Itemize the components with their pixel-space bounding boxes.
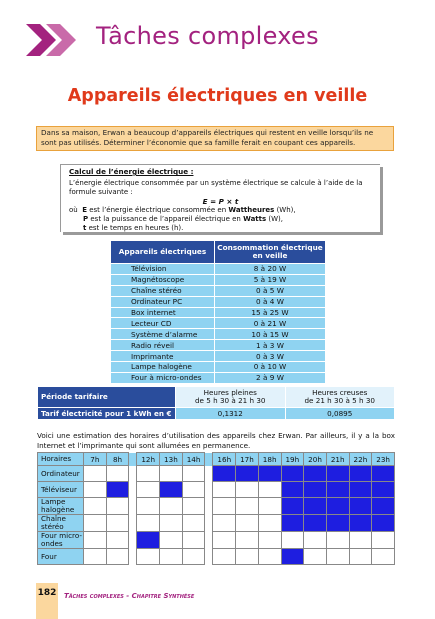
schedule-cell	[326, 515, 349, 532]
hour-header: 16h	[213, 453, 236, 466]
schedule-cell	[84, 498, 107, 515]
hour-header: 17h	[236, 453, 259, 466]
formula-legend-p: P est la puissance de l’appareil électrique en Watts (W),	[83, 214, 284, 223]
hour-header: 21h	[326, 453, 349, 466]
schedule-cell	[236, 515, 259, 532]
schedule-cell	[106, 482, 129, 498]
page-number: 182	[36, 583, 58, 619]
hour-gap	[205, 482, 213, 498]
schedule-cell	[349, 532, 372, 549]
schedule-cell	[213, 482, 236, 498]
schedule-cell	[236, 532, 259, 549]
schedule-cell	[349, 482, 372, 498]
schedule-cell	[182, 482, 205, 498]
appliance-consumption: 10 à 15 W	[215, 329, 326, 340]
appliance-name: Imprimante	[111, 351, 215, 362]
hour-header: 8h	[106, 453, 129, 466]
schedule-row	[38, 532, 395, 549]
appliance-name: Lecteur CD	[111, 318, 215, 329]
appliance-consumption: 15 à 25 W	[215, 307, 326, 318]
schedule-header-row	[38, 453, 395, 466]
schedule-cell	[182, 549, 205, 565]
appliance-name: Ordinateur PC	[111, 296, 215, 307]
appliance-consumption: 0 à 21 W	[215, 318, 326, 329]
energy-calculation-box	[60, 164, 380, 232]
schedule-cell	[304, 466, 327, 482]
schedule-cell	[281, 532, 304, 549]
schedule-cell	[372, 498, 395, 515]
schedule-cell	[281, 498, 304, 515]
table-row	[111, 318, 326, 329]
schedule-cell	[304, 532, 327, 549]
table-row	[111, 351, 326, 362]
hour-header: 7h	[84, 453, 107, 466]
appliance-consumption: 8 à 20 W	[215, 264, 326, 275]
schedule-row	[38, 482, 395, 498]
schedule-cell	[258, 498, 281, 515]
appliance-consumption: 0 à 3 W	[215, 351, 326, 362]
schedule-cell	[137, 549, 160, 565]
table-row	[111, 285, 326, 296]
period-label: Période tarifaire	[38, 387, 176, 408]
hour-header: 23h	[372, 453, 395, 466]
schedule-row-label: Téléviseur	[38, 482, 84, 498]
hour-gap	[205, 532, 213, 549]
appliance-consumption: 1 à 3 W	[215, 340, 326, 351]
hour-gap	[129, 532, 137, 549]
schedule-cell	[372, 466, 395, 482]
schedule-cell	[349, 549, 372, 565]
hour-gap	[205, 498, 213, 515]
schedule-cell	[304, 482, 327, 498]
schedule-cell	[213, 466, 236, 482]
hour-header: 13h	[160, 453, 183, 466]
tariff-table	[37, 386, 395, 420]
table-row	[111, 329, 326, 340]
calc-intro-line: L’énergie électrique consommée par un système électrique se calcule à l’aide de la formule suivante :	[69, 179, 363, 196]
schedule-cell	[326, 532, 349, 549]
schedule-cell	[160, 549, 183, 565]
table-row	[111, 264, 326, 275]
hour-header: 19h	[281, 453, 304, 466]
schedule-cell	[106, 532, 129, 549]
schedule-cell	[106, 498, 129, 515]
hour-header: 22h	[349, 453, 372, 466]
appliances-table	[110, 240, 326, 384]
schedule-cell	[182, 498, 205, 515]
table-row	[111, 307, 326, 318]
schedule-cell	[372, 549, 395, 565]
appliance-name: Lampe halogène	[111, 362, 215, 373]
schedule-cell	[326, 549, 349, 565]
schedule-cell	[236, 498, 259, 515]
appliance-name: Four à micro-ondes	[111, 372, 215, 383]
hour-header: 20h	[304, 453, 327, 466]
appliance-consumption: 0 à 4 W	[215, 296, 326, 307]
schedule-cell	[258, 482, 281, 498]
hour-gap	[129, 515, 137, 532]
appliance-name: Box internet	[111, 307, 215, 318]
schedule-cell	[137, 515, 160, 532]
schedule-row-label: Chaîne stéréo	[38, 515, 84, 532]
footer-text: Tâches complexes - Chapitre Synthèse	[64, 592, 195, 600]
schedule-description: Voici une estimation des horaires d’utilisation des appareils chez Erwan. Par ailleurs, il y a la box Internet et l’imprimante qui sont allumées en permanence.	[37, 431, 395, 450]
table-row	[111, 274, 326, 285]
schedule-cell	[213, 515, 236, 532]
schedule-cell	[106, 515, 129, 532]
schedule-cell	[213, 549, 236, 565]
schedule-cell	[349, 466, 372, 482]
formula-legend-e: où E est l’énergie électrique consommée en Wattheures (Wh),	[69, 206, 296, 214]
hour-gap	[129, 498, 137, 515]
appliance-consumption: 0 à 5 W	[215, 285, 326, 296]
appliance-name: Chaîne stéréo	[111, 285, 215, 296]
schedule-cell	[281, 466, 304, 482]
schedule-corner: Horaires	[38, 453, 84, 466]
hour-gap	[129, 482, 137, 498]
schedule-cell	[160, 466, 183, 482]
hour-header: 12h	[137, 453, 160, 466]
schedule-cell	[84, 515, 107, 532]
schedule-cell	[304, 515, 327, 532]
schedule-cell	[258, 549, 281, 565]
schedule-cell	[372, 482, 395, 498]
schedule-cell	[372, 515, 395, 532]
hour-gap	[129, 466, 137, 482]
schedule-cell	[326, 498, 349, 515]
schedule-row-label: Ordinateur	[38, 466, 84, 482]
schedule-row	[38, 515, 395, 532]
schedule-cell	[236, 466, 259, 482]
offpeak-price: 0,0895	[285, 408, 395, 420]
schedule-cell	[326, 482, 349, 498]
schedule-cell	[281, 549, 304, 565]
hour-gap	[205, 466, 213, 482]
schedule-cell	[213, 498, 236, 515]
intro-box: Dans sa maison, Erwan a beaucoup d’appareils électriques qui restent en veille lorsqu’ils ne sont pas utilisés. Déterminer l’économie que sa famille ferait en coupant ces appareils.	[36, 126, 394, 151]
appliance-name: Magnétoscope	[111, 274, 215, 285]
appliance-consumption: 0 à 10 W	[215, 362, 326, 373]
table-row	[111, 340, 326, 351]
schedule-cell	[281, 515, 304, 532]
schedule-cell	[160, 515, 183, 532]
schedule-cell	[84, 549, 107, 565]
formula-legend-t: t est le temps en heures (h).	[83, 223, 184, 232]
schedule-cell	[236, 482, 259, 498]
schedule-cell	[349, 498, 372, 515]
table-row	[111, 372, 326, 383]
appliances-col-header: Appareils électriques	[111, 241, 215, 264]
hour-gap	[205, 515, 213, 532]
hour-gap	[205, 549, 213, 565]
hour-gap	[129, 549, 137, 565]
schedule-cell	[304, 498, 327, 515]
schedule-cell	[349, 515, 372, 532]
schedule-cell	[137, 532, 160, 549]
schedule-row	[38, 498, 395, 515]
schedule-cell	[160, 498, 183, 515]
peak-price: 0,1312	[176, 408, 286, 420]
schedule-row-label: Lampe halogène	[38, 498, 84, 515]
hour-gap	[205, 453, 213, 466]
schedule-cell	[281, 482, 304, 498]
schedule-cell	[182, 532, 205, 549]
energy-formula: E = P × t	[202, 197, 239, 206]
schedule-row-label: Four micro-ondes	[38, 532, 84, 549]
schedule-cell	[106, 549, 129, 565]
consumption-col-header: Consommation électrique en veille	[215, 241, 326, 264]
schedule-row	[38, 466, 395, 482]
calc-heading: Calcul de l’énergie électrique :	[69, 167, 194, 176]
peak-period-cell: Heures pleines de 5 h 30 à 21 h 30	[176, 387, 286, 408]
schedule-cell	[326, 466, 349, 482]
usage-schedule-grid	[37, 452, 395, 565]
appliance-name: Système d’alarme	[111, 329, 215, 340]
schedule-cell	[160, 532, 183, 549]
schedule-cell	[182, 515, 205, 532]
appliance-name: Radio réveil	[111, 340, 215, 351]
section-title: Tâches complexes	[96, 22, 319, 50]
page-title: Appareils électriques en veille	[67, 86, 368, 106]
schedule-cell	[137, 482, 160, 498]
offpeak-period-cell: Heures creuses de 21 h 30 à 5 h 30	[285, 387, 395, 408]
schedule-cell	[84, 466, 107, 482]
appliance-name: Télévision	[111, 264, 215, 275]
schedule-cell	[258, 532, 281, 549]
schedule-cell	[258, 515, 281, 532]
schedule-cell	[106, 466, 129, 482]
schedule-cell	[84, 482, 107, 498]
schedule-cell	[372, 532, 395, 549]
schedule-cell	[137, 466, 160, 482]
schedule-cell	[84, 532, 107, 549]
price-label: Tarif électricité pour 1 kWh en €	[38, 408, 176, 420]
schedule-cell	[213, 532, 236, 549]
schedule-cell	[258, 466, 281, 482]
table-row	[111, 362, 326, 373]
chevron-logo-icon	[26, 22, 84, 58]
hour-gap	[129, 453, 137, 466]
table-row	[111, 296, 326, 307]
schedule-cell	[160, 482, 183, 498]
schedule-row-label: Four	[38, 549, 84, 565]
appliance-consumption: 5 à 19 W	[215, 274, 326, 285]
appliance-consumption: 2 à 9 W	[215, 372, 326, 383]
schedule-cell	[137, 498, 160, 515]
hour-header: 14h	[182, 453, 205, 466]
schedule-cell	[236, 549, 259, 565]
schedule-cell	[304, 549, 327, 565]
schedule-row	[38, 549, 395, 565]
schedule-cell	[182, 466, 205, 482]
hour-header: 18h	[258, 453, 281, 466]
